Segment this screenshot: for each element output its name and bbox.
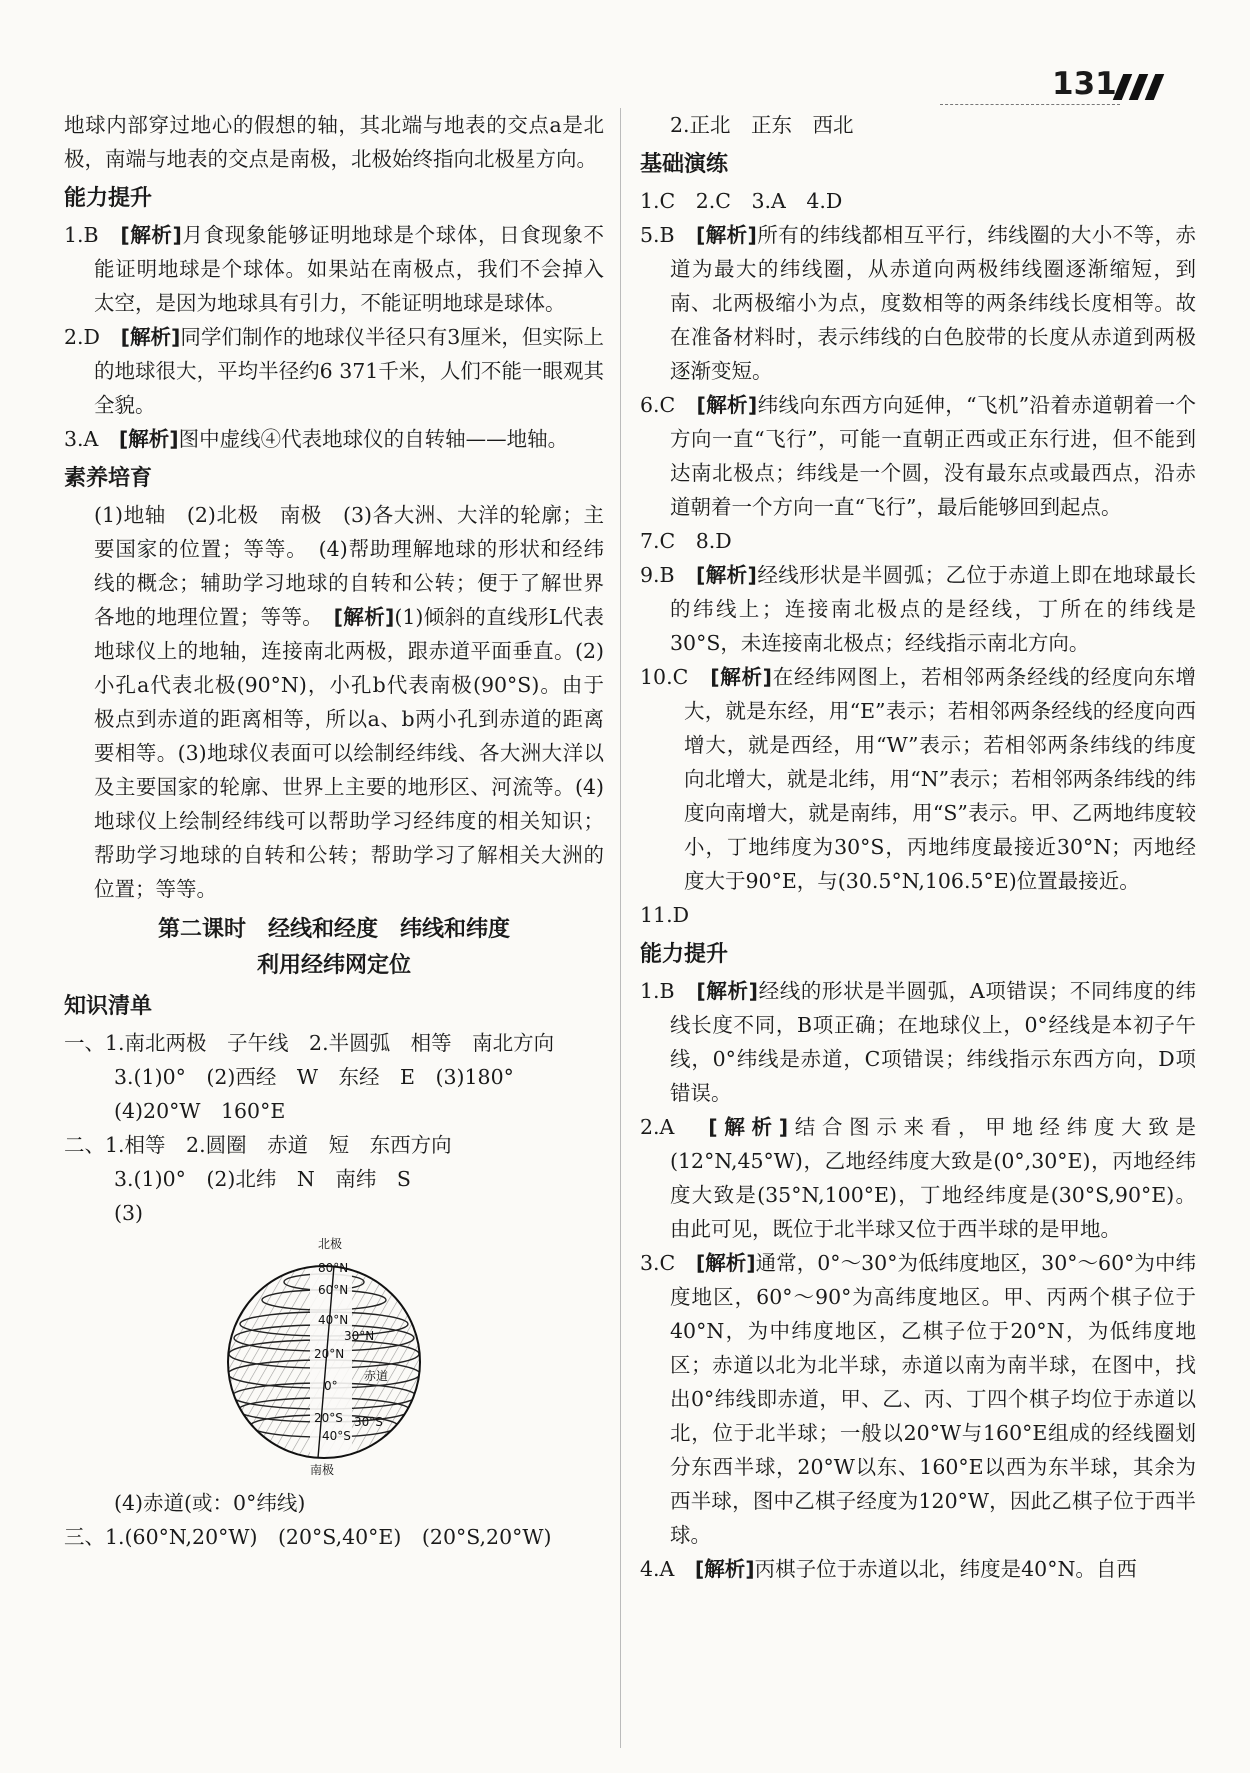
- intro-text: 地球内部穿过地心的假想的轴，其北端与地表的交点a是北极，南端与地表的交点是南极，北极始终指向北极星方向。: [64, 113, 604, 171]
- answer-line: 2.正北 正东 西北: [670, 113, 854, 137]
- answer-item: 6.C [解析]纬线向东西方向延伸，“飞机”沿着赤道朝着一个方向一直“飞行”，可能一直朝正西或正东行进，但不能到达南北极点；纬线是一个圆，没有最东点或最西点，沿赤道朝着一个方向一直“飞行”，最后能够回到起点。: [640, 393, 1197, 519]
- globe-label: 40°S: [322, 1429, 351, 1443]
- answer-item: 3.A [解析]图中虚线④代表地球仪的自转轴——地轴。: [64, 427, 569, 451]
- answer-line: 11.D: [640, 903, 690, 927]
- globe-label: 赤道: [364, 1369, 389, 1383]
- knowledge-line: (3): [114, 1201, 144, 1225]
- lesson-subtitle: 利用经纬网定位: [256, 952, 411, 978]
- answer-item: 4.A [解析]丙棋子位于赤道以北，纬度是40°N。自西: [640, 1557, 1137, 1581]
- answer-item: 2.A [解析]结合图示来看，甲地经纬度大致是(12°N,45°W)，乙地经纬度大致是(0°,30°E)，丙地经纬度大致是(35°N,100°E)，丁地经纬度是(30°S,90°E)。由此可见，既位于北半球又位于西半球的是甲地。: [640, 1115, 1196, 1241]
- answer-item: 1.B [解析]月食现象能够证明地球是个球体，日食现象不能证明地球是个球体。如果站在南极点，我们不会掉入太空，是因为地球具有引力，不能证明地球是球体。: [64, 223, 605, 315]
- globe-diagram: [64, 1234, 604, 1484]
- knowledge-line: (4)20°W 160°E: [114, 1099, 286, 1123]
- globe-label: 40°N: [318, 1313, 349, 1327]
- section-title: 知识清单: [64, 994, 153, 1019]
- answer-item: 3.C [解析]通常，0°～30°为低纬度地区，30°～60°为中纬度地区，60°～90°为高纬度地区。甲、丙两个棋子位于40°N，为中纬度地区，乙棋子位于20°N，为低纬度地区；赤道以北为北半球，赤道以南为南半球，在图中，找出0°纬线即赤道，甲、乙、丙、丁四个棋子均位于赤道以北，位于北半球；一般以20°W与160°E组成的经线圈划分东西半球，20°W以东、160°E以西为东半球，其余为西半球，图中乙棋子经度为120°W，因此乙棋子位于西半球。: [640, 1251, 1196, 1547]
- knowledge-line: 三、1.(60°N,20°W) (20°S,40°E) (20°S,20°W): [64, 1525, 552, 1549]
- right-column: [640, 108, 1196, 1586]
- answer-line: 7.C 8.D: [640, 529, 732, 553]
- answer-item: 9.B [解析]经线形状是半圆弧；乙位于赤道上即在地球最长的纬线上；连接南北极点的是经线，丁所在的纬线是30°S，未连接南北极点；经线指示南北方向。: [640, 563, 1197, 655]
- globe-label: 30°S: [354, 1415, 383, 1429]
- globe-label: 80°N: [318, 1261, 349, 1275]
- literacy-answer: (1)地轴 (2)北极 南极 (3)各大洲、大洋的轮廓；主要国家的位置；等等。 (4)帮助理解地球的形状和经纬线的概念；辅助学习地球的自转和公转；便于了解世界各地的地理位置；等等。 [解析](1)倾斜的直线形L代表地球仪上的地轴，连接南北两极，跟赤道平面垂直。(2)小孔a代表北极(90°N)，小孔b代表南极(90°S)。由于极点到赤道的距离相等，所以a、b两小孔到赤道的距离要相等。(3)地球仪表面可以绘制经纬线、各大洲大洋以及主要国家的轮廓、世界上主要的地形区、河流等。(4)地球仪上绘制经纬线可以帮助学习经纬度的相关知识；帮助学习地球的自转和公转；帮助学习了解相关大洲的位置；等等。: [94, 503, 604, 901]
- section-title: 能力提升: [640, 942, 729, 967]
- answer-line: 1.C 2.C 3.A 4.D: [640, 189, 843, 213]
- globe-label: 20°S: [314, 1411, 343, 1425]
- knowledge-line: 3.(1)0° (2)北纬 N 南纬 S: [114, 1167, 411, 1191]
- globe-label: 0°: [324, 1379, 338, 1393]
- section-title: 能力提升: [64, 186, 153, 211]
- globe-svg: [214, 1234, 464, 1484]
- answer-item: 5.B [解析]所有的纬线都相互平行，纬线圈的大小不等，赤道为最大的纬线圈，从赤道向两极纬线圈逐渐缩短，到南、北两极缩小为点，度数相等的两条纬线长度相等。故在准备材料时，表示纬线的白色胶带的长度从赤道到两极逐渐变短。: [640, 223, 1197, 383]
- column-divider: [620, 108, 621, 1748]
- knowledge-line: 3.(1)0° (2)西经 W 东经 E (3)180°: [114, 1065, 514, 1089]
- section-title: 基础演练: [640, 152, 729, 177]
- answer-item: 2.D [解析]同学们制作的地球仪半径只有3厘米，但实际上的地球很大，平均半径约6 371千米，人们不能一眼观其全貌。: [64, 325, 605, 417]
- knowledge-line: (4)赤道(或：0°纬线): [114, 1491, 306, 1515]
- globe-label: 20°N: [314, 1347, 345, 1361]
- header-rule: [940, 104, 1120, 105]
- answer-item: 10.C [解析]在经纬网图上，若相邻两条经线的经度向东增大，就是东经，用“E”表示；若相邻两条经线的经度向西增大，就是西经，用“W”表示；若相邻两条纬线的纬度向北增大，就是北纬，用“N”表示；若相邻两条纬线的纬度向南增大，就是南纬，用“S”表示。甲、乙两地纬度较小，丁地纬度为30°S，丙地纬度最接近30°N；丙地经度大于90°E，与(30.5°N,106.5°E)位置最接近。: [640, 665, 1197, 893]
- globe-label: 60°N: [318, 1283, 349, 1297]
- knowledge-line: 一、1.南北两极 子午线 2.半圆弧 相等 南北方向: [64, 1031, 555, 1055]
- section-title: 素养培育: [64, 466, 153, 491]
- slash-marks-icon: [1112, 74, 1166, 100]
- page-number: 131: [1052, 66, 1117, 102]
- globe-label: 南极: [310, 1463, 335, 1477]
- globe-label: 30°N: [344, 1329, 375, 1343]
- left-column: [64, 108, 604, 1554]
- lesson-title: 第二课时 经线和经度 纬线和纬度: [157, 916, 510, 942]
- globe-label: 北极: [318, 1237, 343, 1251]
- answer-item: 1.B [解析]经线的形状是半圆弧，A项错误；不同纬度的纬线长度不同，B项正确；在地球仪上，0°经线是本初子午线，0°纬线是赤道，C项错误；纬线指示东西方向，D项错误。: [640, 979, 1196, 1105]
- knowledge-line: 二、1.相等 2.圆圈 赤道 短 东西方向: [64, 1133, 452, 1157]
